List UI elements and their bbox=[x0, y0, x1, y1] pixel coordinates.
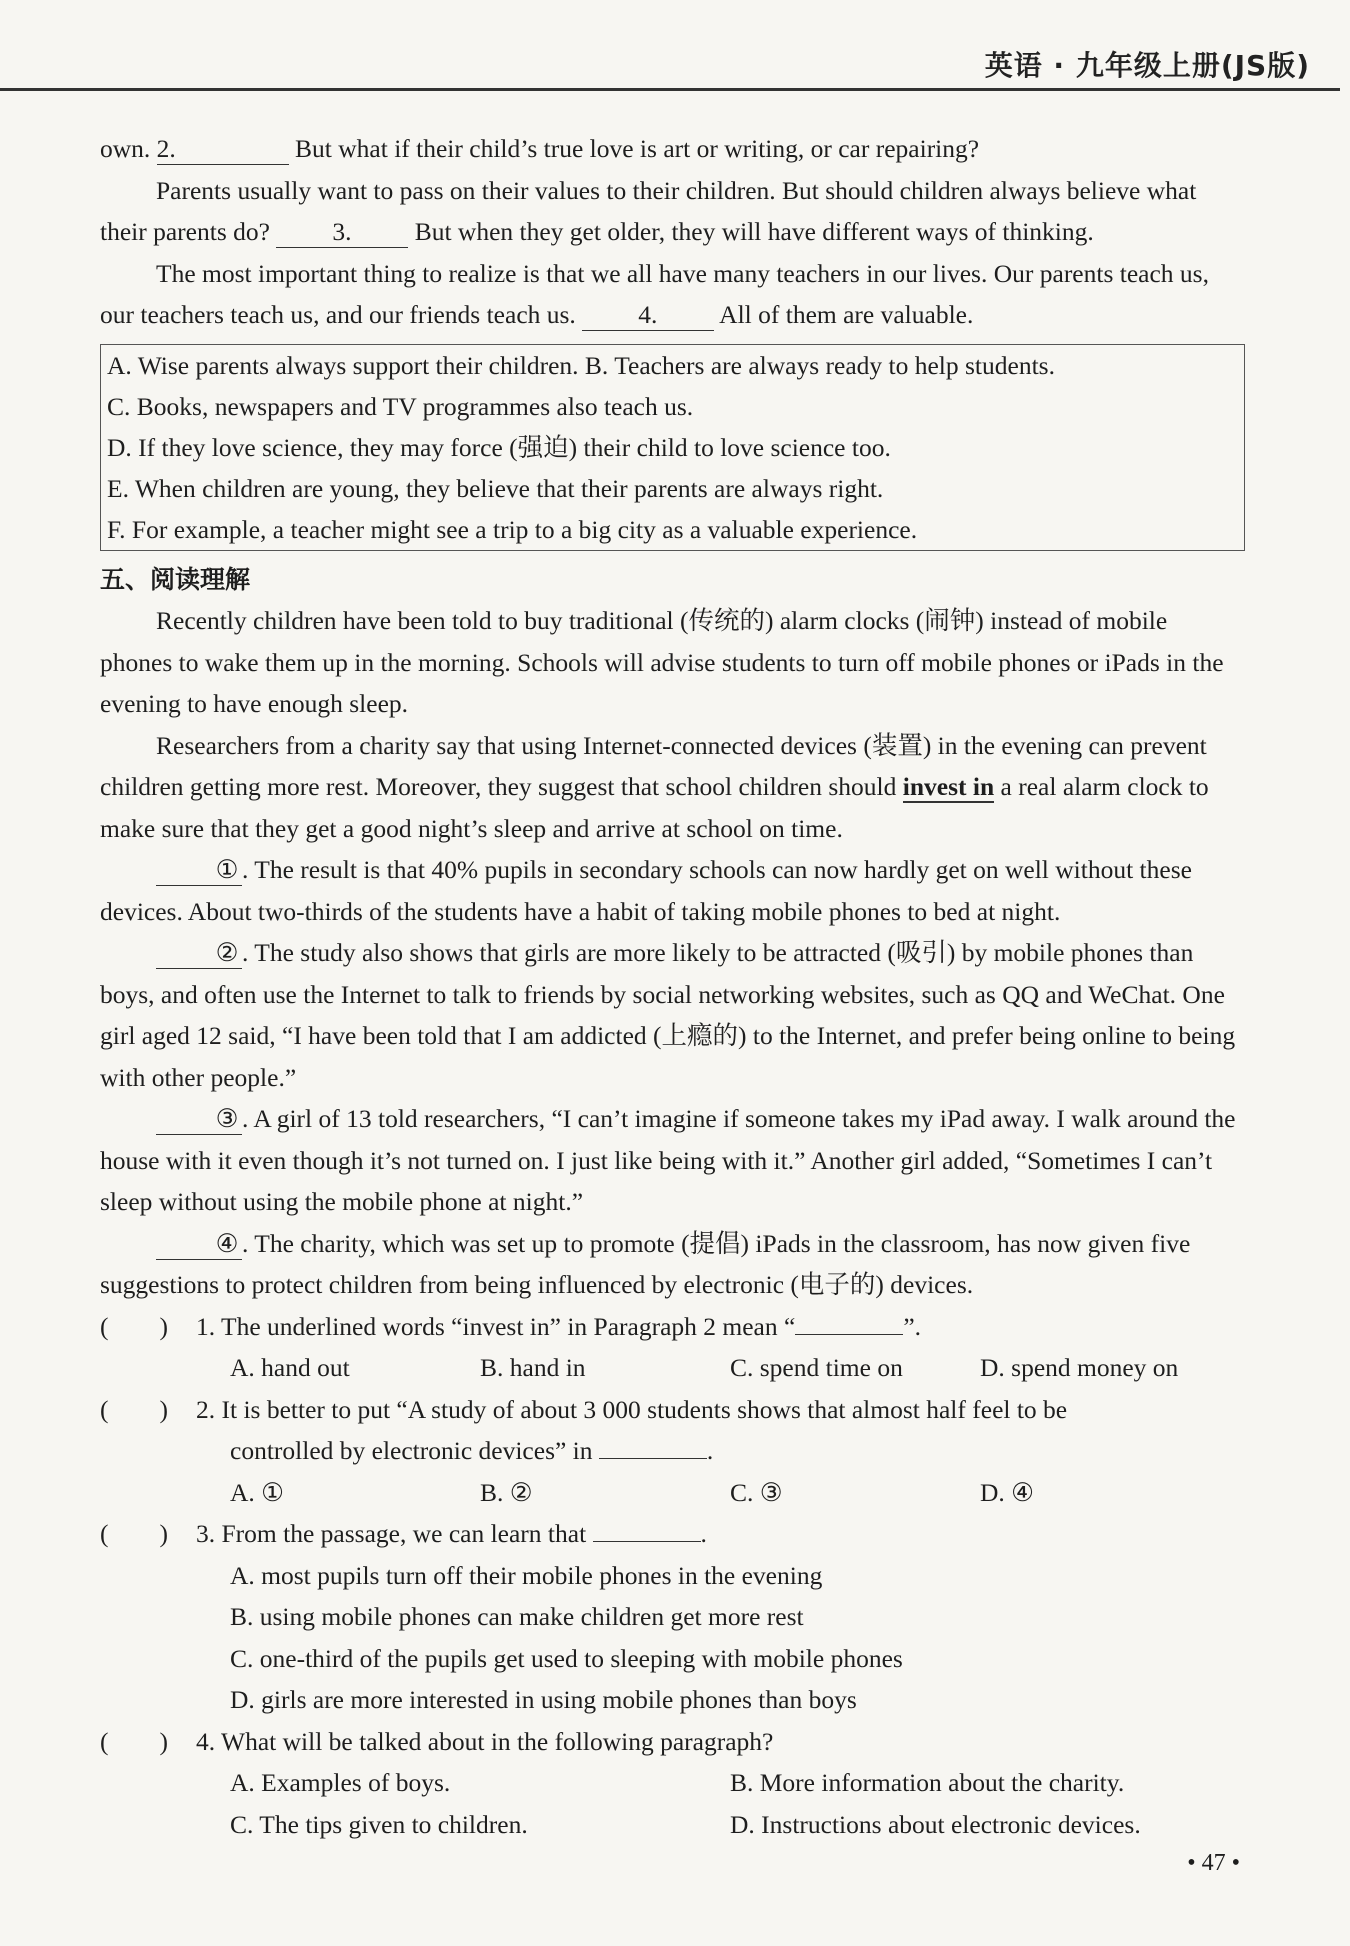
answer-paren[interactable]: ( ) bbox=[100, 1519, 168, 1548]
passage-paragraph-2: Researchers from a charity say that using Internet-connected devices (装置) in the evening can prevent children getting more rest. Moreover, they suggest that school children should invest in a real alarm clock to make sure that they get a good night’s sleep and arrive at school on time. bbox=[100, 730, 1209, 843]
choice-d[interactable]: D. girls are more interested in using mobile phones than boys bbox=[230, 1685, 857, 1714]
question-blank[interactable] bbox=[599, 1458, 707, 1459]
choice-a[interactable]: A. ① bbox=[230, 1477, 285, 1507]
passage-paragraph-1: Recently children have been told to buy traditional (传统的) alarm clocks (闹钟) instead of mobile phones to wake them up in the morning. Schools will advise students to turn off mobile phones or iPads in the evening to have enough sleep. bbox=[100, 606, 1224, 718]
question-4: ( ) 4. What will be talked about in the following paragraph? bbox=[100, 1721, 1245, 1763]
answer-paren[interactable]: ( ) bbox=[100, 1311, 168, 1341]
intro-paragraph-3: The most important thing to realize is that we all have many teachers in our lives. Our parents teach us, our teachers teach us, and our friends teach us. 4. All of them are valuable. bbox=[100, 258, 1209, 329]
option-line: C. Books, newspapers and TV programmes also teach us. bbox=[107, 391, 694, 421]
passage-paragraph-3: ① . The result is that 40% pupils in secondary schools can now hardly get on well without these devices. About two-thirds of the students have a habit of taking mobile phones to bed at night. bbox=[100, 855, 1192, 926]
choice-b[interactable]: B. using mobile phones can make children get more rest bbox=[230, 1602, 804, 1631]
page-number: • 47 • bbox=[1187, 1850, 1240, 1876]
question-2-continued: controlled by electronic devices” in . bbox=[230, 1436, 714, 1465]
page-header bbox=[0, 0, 1350, 95]
answer-paren[interactable]: ( ) bbox=[100, 1394, 168, 1424]
question-1: ( ) 1. The underlined words “invest in” in Paragraph 2 mean “ ”. bbox=[100, 1306, 1245, 1348]
intro-text: own. bbox=[100, 134, 151, 163]
intro-text: But what if their child’s true love is art or writing, or car repairing? bbox=[295, 134, 980, 163]
choice-a[interactable]: A. Examples of boys. bbox=[230, 1768, 451, 1797]
option-line: E. When children are young, they believe that their parents are always right. bbox=[107, 473, 884, 503]
options-box bbox=[100, 344, 1245, 551]
passage-blank-1[interactable]: ① bbox=[156, 855, 242, 886]
choice-c[interactable]: C. The tips given to children. bbox=[230, 1809, 528, 1839]
choice-b[interactable]: B. ② bbox=[480, 1477, 533, 1507]
option-line: D. If they love science, they may force (强迫) their child to love science too. bbox=[107, 432, 891, 462]
passage-paragraph-4: ② . The study also shows that girls are more likely to be attracted (吸引) by mobile phones than boys, and often use the Internet to talk to friends by social networking websites, such as QQ and WeChat. One girl aged 12 said, “I have been told that I am addicted (上瘾的) to the Internet, and prefer being online to being with other people.” bbox=[100, 938, 1236, 1092]
choice-d[interactable]: D. spend money on bbox=[980, 1353, 1179, 1382]
page-content bbox=[100, 128, 1245, 1845]
question-4-choices-row-2 bbox=[100, 1804, 1245, 1846]
choice-d[interactable]: D. ④ bbox=[980, 1477, 1035, 1507]
answer-blank-2[interactable]: 2. bbox=[157, 134, 289, 165]
option-line: A. Wise parents always support their children. B. Teachers are always ready to help students. bbox=[107, 350, 1055, 380]
passage-blank-4[interactable]: ④ bbox=[156, 1229, 242, 1260]
question-4-choices-row-1 bbox=[100, 1762, 1245, 1804]
intro-paragraph-2: Parents usually want to pass on their values to their children. But should children always believe what their parents do? 3. But when they get older, they will have different ways of thinking. bbox=[100, 175, 1197, 246]
header-rule bbox=[0, 88, 1340, 91]
answer-blank-3[interactable]: 3. bbox=[276, 217, 408, 248]
choice-d[interactable]: D. Instructions about electronic devices. bbox=[730, 1809, 1141, 1839]
question-3: ( ) 3. From the passage, we can learn that . bbox=[100, 1513, 1245, 1555]
question-2-choices bbox=[100, 1472, 1245, 1514]
answer-paren[interactable]: ( ) bbox=[100, 1726, 168, 1756]
passage-paragraph-5: ③ . A girl of 13 told researchers, “I can’t imagine if someone takes my iPad away. I walk around the house with it even though it’s not turned on. I just like being with it.” Another girl added, “Sometimes I can’t sleep without using the mobile phone at night.” bbox=[100, 1104, 1236, 1216]
intro-line-1 bbox=[100, 128, 1245, 170]
choice-c[interactable]: C. one-third of the pupils get used to sleeping with mobile phones bbox=[230, 1643, 903, 1673]
question-blank[interactable] bbox=[795, 1334, 903, 1335]
option-line: F. For example, a teacher might see a trip to a big city as a valuable experience. bbox=[107, 514, 918, 544]
choice-a[interactable]: A. most pupils turn off their mobile phones in the evening bbox=[230, 1560, 823, 1590]
section-title: 五、阅读理解 bbox=[100, 564, 251, 594]
choice-c[interactable]: C. ③ bbox=[730, 1477, 783, 1507]
passage-blank-2[interactable]: ② bbox=[156, 938, 242, 969]
question-2: ( ) 2. It is better to put “A study of about 3 000 students shows that almost half feel to be bbox=[100, 1389, 1245, 1431]
choice-c[interactable]: C. spend time on bbox=[730, 1353, 903, 1382]
passage-blank-3[interactable]: ③ bbox=[156, 1104, 242, 1135]
answer-blank-4[interactable]: 4. bbox=[582, 300, 714, 331]
choice-b[interactable]: B. hand in bbox=[480, 1353, 586, 1382]
question-1-choices bbox=[100, 1347, 1245, 1389]
underlined-phrase: invest in bbox=[902, 772, 995, 801]
question-blank[interactable] bbox=[593, 1541, 701, 1542]
header-title: 英语 · 九年级上册(JS版) bbox=[984, 49, 1310, 82]
choice-b[interactable]: B. More information about the charity. bbox=[730, 1768, 1125, 1797]
passage-paragraph-6: ④ . The charity, which was set up to promote (提倡) iPads in the classroom, has now given five suggestions to protect children from being influenced by electronic (电子的) devices. bbox=[100, 1228, 1191, 1299]
choice-a[interactable]: A. hand out bbox=[230, 1353, 350, 1382]
